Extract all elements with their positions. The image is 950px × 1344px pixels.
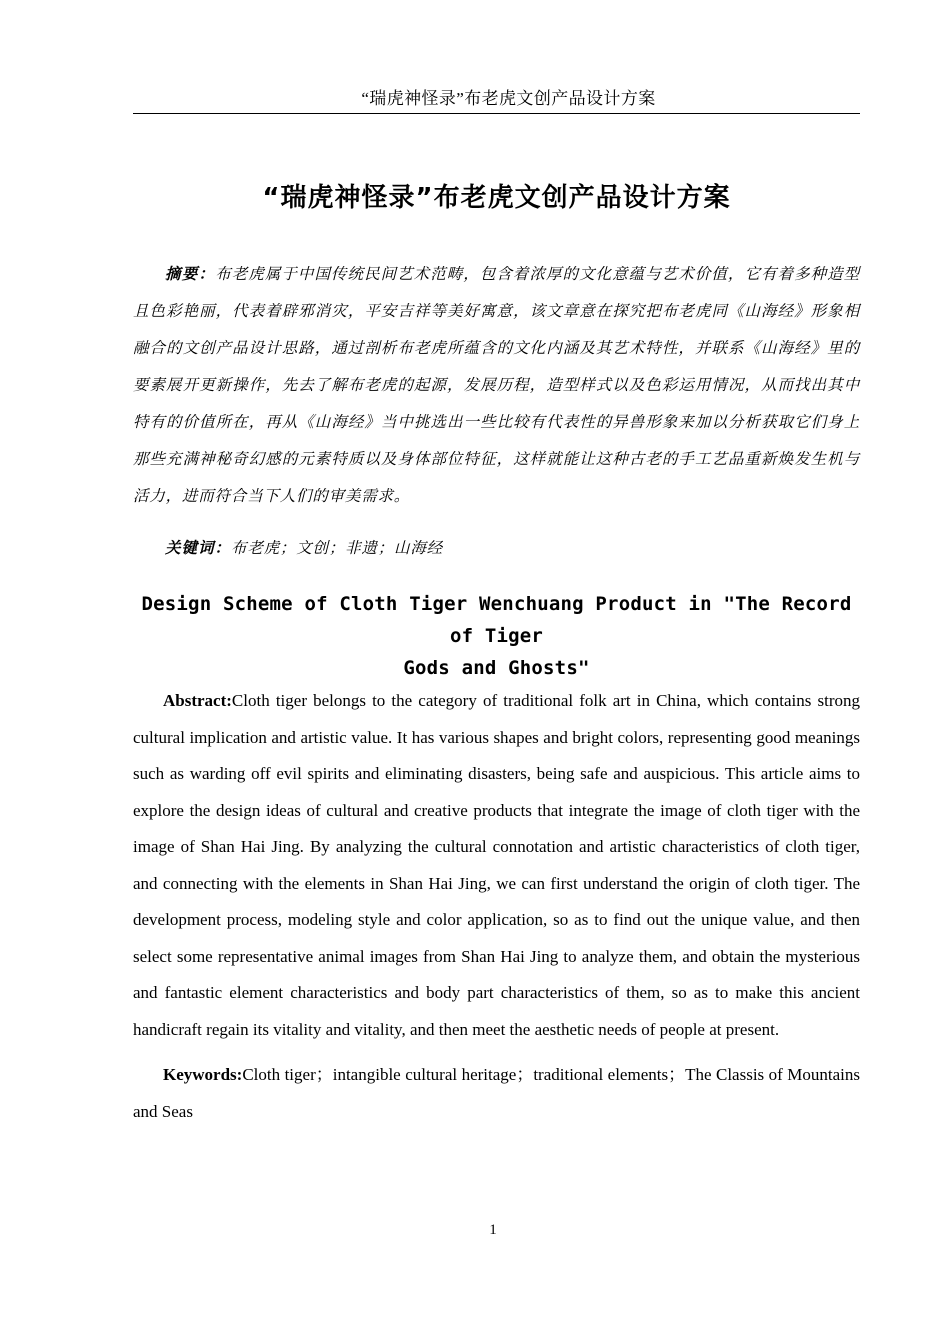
english-title-line-2: Gods and Ghosts": [403, 657, 590, 679]
chinese-abstract-paragraph: [133, 255, 860, 515]
running-header-title: “瑞虎神怪录”布老虎文创产品设计方案: [361, 89, 656, 108]
chinese-abstract-body: 布老虎属于中国传统民间艺术范畴，包含着浓厚的文化意蕴与艺术价值，它有着多种造型且色彩艳丽，代表着辟邪消灾，平安吉祥等美好寓意，该文章意在探究把布老虎同《山海经》形象相融合的文创产品设计思路，通过剖析布老虎所蕴含的文化内涵及其艺术特性，并联系《山海经》里的要素展开更新操作，先去了解布老虎的起源，发展历程，造型样式以及色彩运用情况，从而找出其中特有的价值所在，再从《山海经》当中挑选出一些比较有代表性的异兽形象来加以分析获取它们身上那些充满神秘奇幻感的元素特质以及身体部位特征，这样就能让这种古老的手工艺品重新焕发生机与活力，进而符合当下人们的审美需求。: [133, 265, 860, 505]
english-abstract-label: Abstract:: [163, 691, 232, 710]
english-abstract-body: Cloth tiger belongs to the category of traditional folk art in China, which contains strong cultural implication and artistic value. It has various shapes and bright colors, representing good meanings such as warding off evil spirits and eliminating disasters, being safe and auspicious. This article aims to explore the design ideas of cultural and creative products that integrate the image of cloth tiger with the image of Shan Hai Jing. By analyzing the cultural connotation and artistic characteristics of cloth tiger, and connecting with the elements in Shan Hai Jing, we can first understand the origin of cloth tiger. The development process, modeling style and color application, so as to find out the unique value, and then select some representative animal images from Shan Hai Jing to analyze them, and obtain the mysterious and fantastic element characteristics and body part characteristics of them, so as to make this ancient handicraft regain its vitality and vitality, and then meet the aesthetic needs of people at present.: [133, 691, 860, 1039]
document-title-chinese: “瑞虎神怪录”布老虎文创产品设计方案: [262, 183, 731, 213]
chinese-abstract-section: [133, 255, 860, 567]
header-divider: [133, 113, 860, 114]
chinese-abstract-label: 摘要：: [165, 264, 216, 283]
page-number: 1: [489, 1222, 497, 1238]
english-keywords-label: Keywords:: [163, 1065, 243, 1084]
document-title-english: [133, 588, 860, 684]
english-keywords-values: Cloth tiger；intangible cultural heritage；traditional elements；The Classis of Mountains and Seas: [133, 1065, 860, 1121]
english-keywords-line: [133, 1057, 860, 1130]
page-header: [133, 86, 860, 122]
english-abstract-paragraph: [133, 683, 860, 1048]
chinese-keywords-label: 关键词：: [165, 538, 232, 557]
chinese-keywords-values: 布老虎；文创；非遗；山海经: [231, 539, 443, 557]
english-title-line-1: Design Scheme of Cloth Tiger Wenchuang Product in "The Record of Tiger: [141, 593, 852, 647]
chinese-keywords-line: [133, 529, 860, 567]
english-abstract-section: [133, 683, 860, 1130]
